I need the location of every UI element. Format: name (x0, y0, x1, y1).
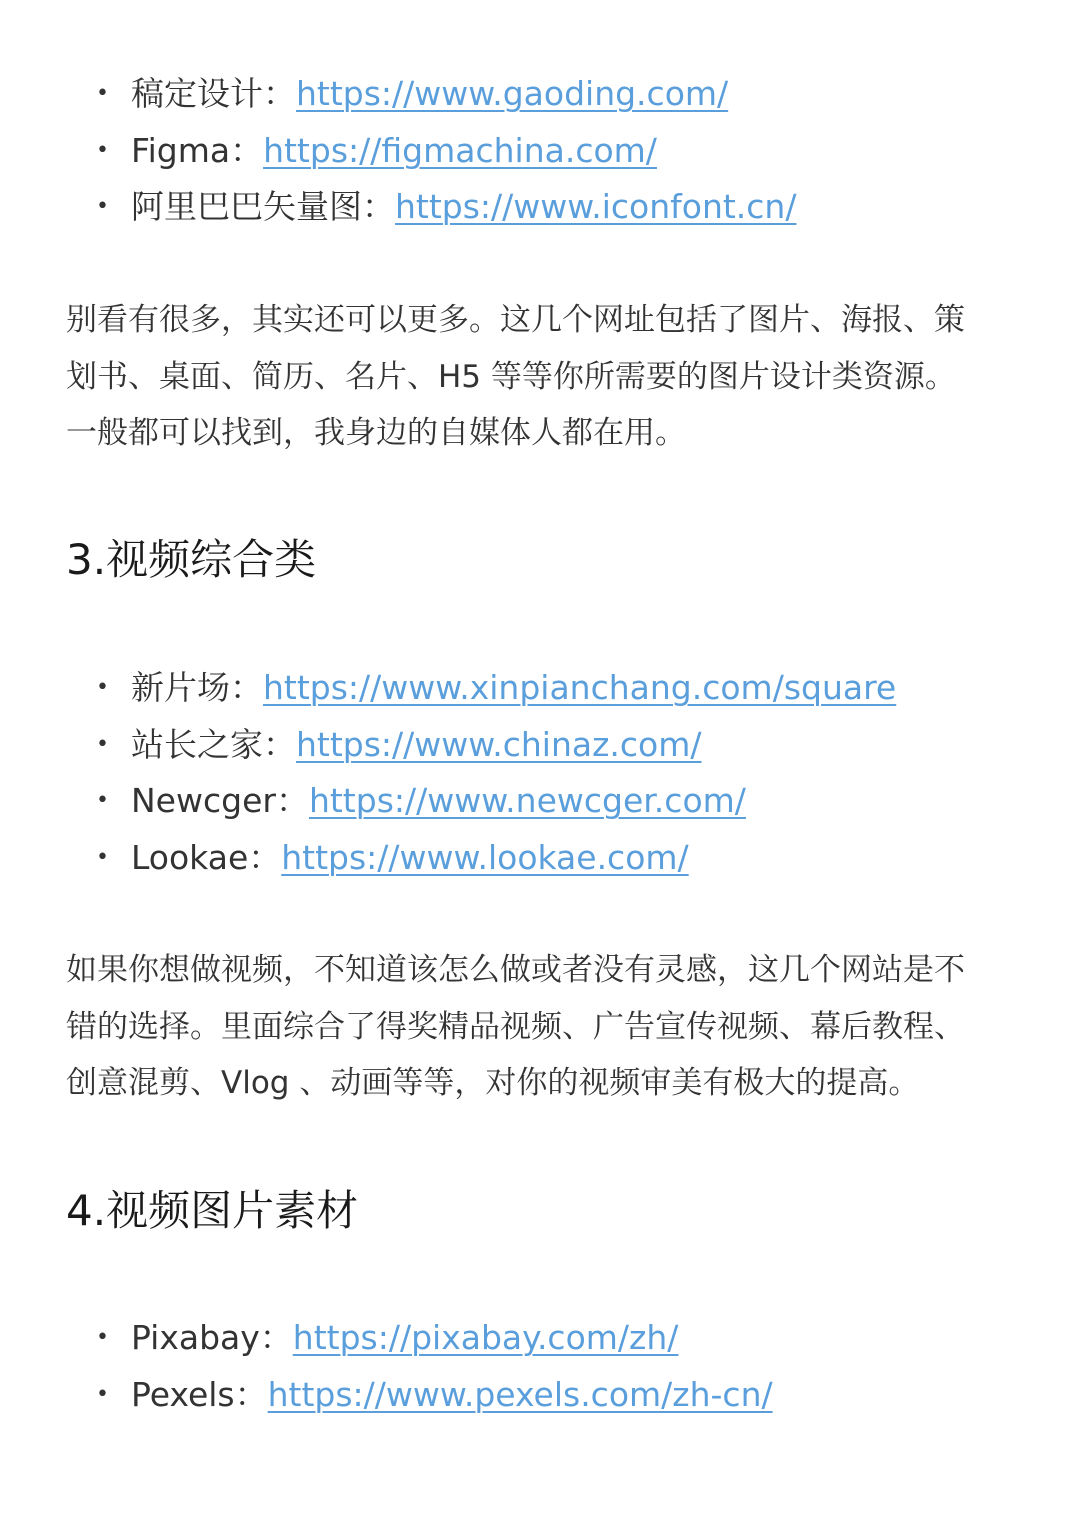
video-sites-list (0, 660, 1080, 887)
paragraph-line: 划书、桌面、简历、名片、H5 等等你所需要的图片设计类资源。 (66, 358, 956, 395)
site-link-newcger[interactable]: https://www.newcger.com/ (308, 781, 746, 821)
bullet-icon: • (96, 194, 109, 220)
list-item (0, 717, 1080, 774)
bullet-icon: • (96, 731, 109, 757)
site-name: Figma (131, 130, 231, 170)
site-link-lookae[interactable]: https://www.lookae.com/ (281, 838, 689, 878)
label-separator: ： (248, 838, 282, 878)
design-sites-list (0, 66, 1080, 236)
paragraph-line: 创意混剪、Vlog 、动画等等，对你的视频审美有极大的提高。 (66, 1065, 920, 1102)
site-name: 站长之家 (131, 724, 263, 764)
bullet-icon: • (96, 81, 109, 106)
list-item (0, 660, 1080, 717)
label-separator: ： (259, 1318, 293, 1357)
site-link-figma[interactable]: https://figmachina.com/ (263, 130, 657, 170)
bullet-icon: • (96, 675, 109, 700)
label-separator: ： (275, 781, 309, 821)
label-separator: ： (263, 724, 296, 764)
list-item (0, 1310, 1080, 1367)
site-link-iconfont[interactable]: https://www.iconfont.cn/ (395, 187, 797, 227)
list-item (0, 1367, 1080, 1424)
site-name: 稿定设计 (131, 74, 263, 113)
video-sites-description (66, 942, 1016, 1112)
paragraph-line: 错的选择。里面综合了得奖精品视频、广告宣传视频、幕后教程、 (66, 1008, 965, 1045)
section-heading-video-general: 3.视频综合类 (66, 535, 317, 584)
site-name: Pexels (131, 1374, 235, 1414)
site-name: 新片场 (131, 668, 230, 707)
site-link-pixabay[interactable]: https://pixabay.com/zh/ (292, 1318, 679, 1357)
paragraph-line: 如果你想做视频，不知道该怎么做或者没有灵感，这几个网站是不 (66, 952, 965, 988)
label-separator: ： (362, 187, 395, 227)
paragraph-line: 一般都可以找到，我身边的自媒体人都在用。 (66, 415, 686, 452)
section-heading-video-image-assets: 4.视频图片素材 (66, 1186, 359, 1235)
bullet-icon: • (96, 1381, 109, 1407)
site-name: Pixabay (131, 1318, 260, 1357)
list-item (0, 773, 1080, 830)
list-item (0, 830, 1080, 887)
bullet-icon: • (96, 137, 109, 163)
label-separator: ： (263, 74, 296, 113)
asset-sites-list (0, 1310, 1080, 1423)
list-item (0, 66, 1080, 123)
site-link-gaoding[interactable]: https://www.gaoding.com/ (296, 74, 729, 113)
site-link-chinaz[interactable]: https://www.chinaz.com/ (296, 724, 702, 764)
design-sites-description (66, 292, 1016, 462)
site-link-xinpianchang[interactable]: https://www.xinpianchang.com/square (263, 668, 897, 707)
label-separator: ： (230, 130, 264, 170)
list-item (0, 179, 1080, 236)
site-name: Lookae (131, 838, 249, 878)
bullet-icon: • (96, 845, 109, 871)
bullet-icon: • (96, 788, 109, 814)
paragraph-line: 别看有很多，其实还可以更多。这几个网址包括了图片、海报、策 (66, 302, 965, 338)
label-separator: ： (234, 1374, 268, 1414)
site-link-pexels[interactable]: https://www.pexels.com/zh-cn/ (267, 1374, 773, 1414)
bullet-icon: • (96, 1325, 109, 1350)
list-item (0, 123, 1080, 180)
site-name: Newcger (131, 781, 276, 821)
label-separator: ： (230, 668, 263, 707)
site-name: 阿里巴巴矢量图 (131, 187, 362, 227)
